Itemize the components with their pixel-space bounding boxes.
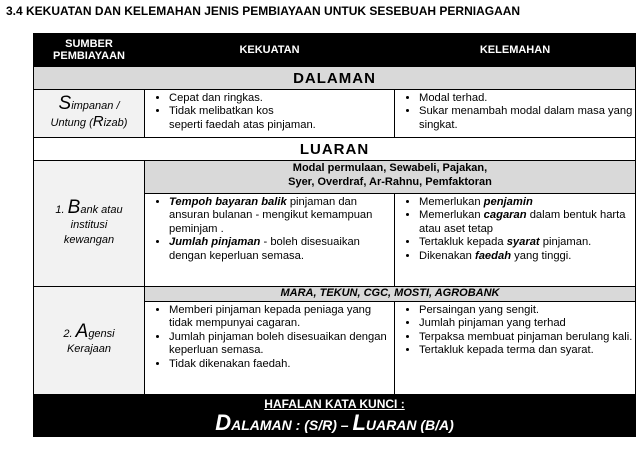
- bank-weaknesses: [395, 194, 636, 287]
- agensi-strengths: [145, 302, 395, 395]
- list-item: • Modal terhad.: [419, 92, 635, 105]
- agensi-examples: MARA, TEKUN, CGC, MOSTI, AGROBANK: [145, 287, 636, 302]
- section-dalaman-row: [34, 67, 636, 90]
- source-simpanan: Simpanan / Untung (Rizab): [34, 90, 145, 138]
- source-agensi: 2. Agensi Kerajaan: [34, 287, 145, 395]
- simpanan-row: [34, 90, 636, 138]
- bank-strengths: [145, 194, 395, 287]
- agensi-subheader-row: [34, 287, 636, 302]
- keyword-summary: [34, 395, 636, 437]
- page-title: 3.4 KEKUATAN DAN KELEMAHAN JENIS PEMBIAYAAN UNTUK SESEBUAH PERNIAGAAN: [6, 4, 521, 18]
- keyword-label: HAFALAN KATA KUNCI :: [264, 397, 405, 411]
- header-strength: KEKUATAN: [145, 34, 395, 67]
- keyword-formula: DALAMAN : (S/R) – LUARAN (B/A): [215, 410, 454, 435]
- list-item: • Sukar menambah modal dalam masa yang singkat.: [419, 105, 635, 132]
- financing-table: [33, 33, 636, 437]
- list-item: • Jumlah pinjaman - boleh disesuaikan dengan keperluan semasa.: [169, 236, 394, 263]
- list-item: • Memerlukan cagaran dalam bentuk harta atau aset tetap: [419, 209, 635, 236]
- simpanan-weaknesses: [395, 90, 636, 138]
- bank-examples: Modal permulaan, Sewabeli, Pajakan, Syer, Overdraf, Ar-Rahnu, Pemfaktoran: [145, 161, 636, 194]
- list-item: • Terpaksa membuat pinjaman berulang kali.: [419, 331, 635, 344]
- list-item: • Jumlah pinjaman boleh disesuaikan dengan keperluan semasa.: [169, 331, 394, 358]
- section-luaran-row: [34, 138, 636, 161]
- list-item: • Tidak dikenakan faedah.: [169, 358, 394, 371]
- list-item: • Tidak melibatkan kos: [169, 105, 394, 118]
- list-item: • Cepat dan ringkas.: [169, 92, 394, 105]
- list-item: • Persaingan yang sengit.: [419, 304, 635, 317]
- list-item: • Dikenakan faedah yang tinggi.: [419, 250, 635, 263]
- header-weakness: KELEMAHAN: [395, 34, 636, 67]
- section-luaran: LUARAN: [34, 138, 636, 161]
- list-item: • Tertakluk kepada syarat pinjaman.: [419, 236, 635, 249]
- agensi-weaknesses: [395, 302, 636, 395]
- list-item: • Jumlah pinjaman yang terhad: [419, 317, 635, 330]
- section-dalaman: DALAMAN: [34, 67, 636, 90]
- table-header-row: [34, 34, 636, 67]
- list-item: seperti faedah atas pinjaman.: [169, 118, 316, 131]
- list-item: • Tempoh bayaran balik pinjaman dan ansuran bulanan - mengikut kemampuan peminjam .: [169, 196, 394, 236]
- simpanan-strengths: [145, 90, 395, 138]
- list-item: • Tertakluk kepada terma dan syarat.: [419, 344, 635, 357]
- list-item: • Memberi pinjaman kepada peniaga yang tidak mempunyai cagaran.: [169, 304, 394, 331]
- footer-row: [34, 395, 636, 437]
- bank-subheader-row: [34, 161, 636, 194]
- list-item: • Memerlukan penjamin: [419, 196, 635, 209]
- source-bank: 1. Bank atau institusi kewangan: [34, 161, 145, 287]
- header-source: SUMBER PEMBIAYAAN: [34, 34, 145, 67]
